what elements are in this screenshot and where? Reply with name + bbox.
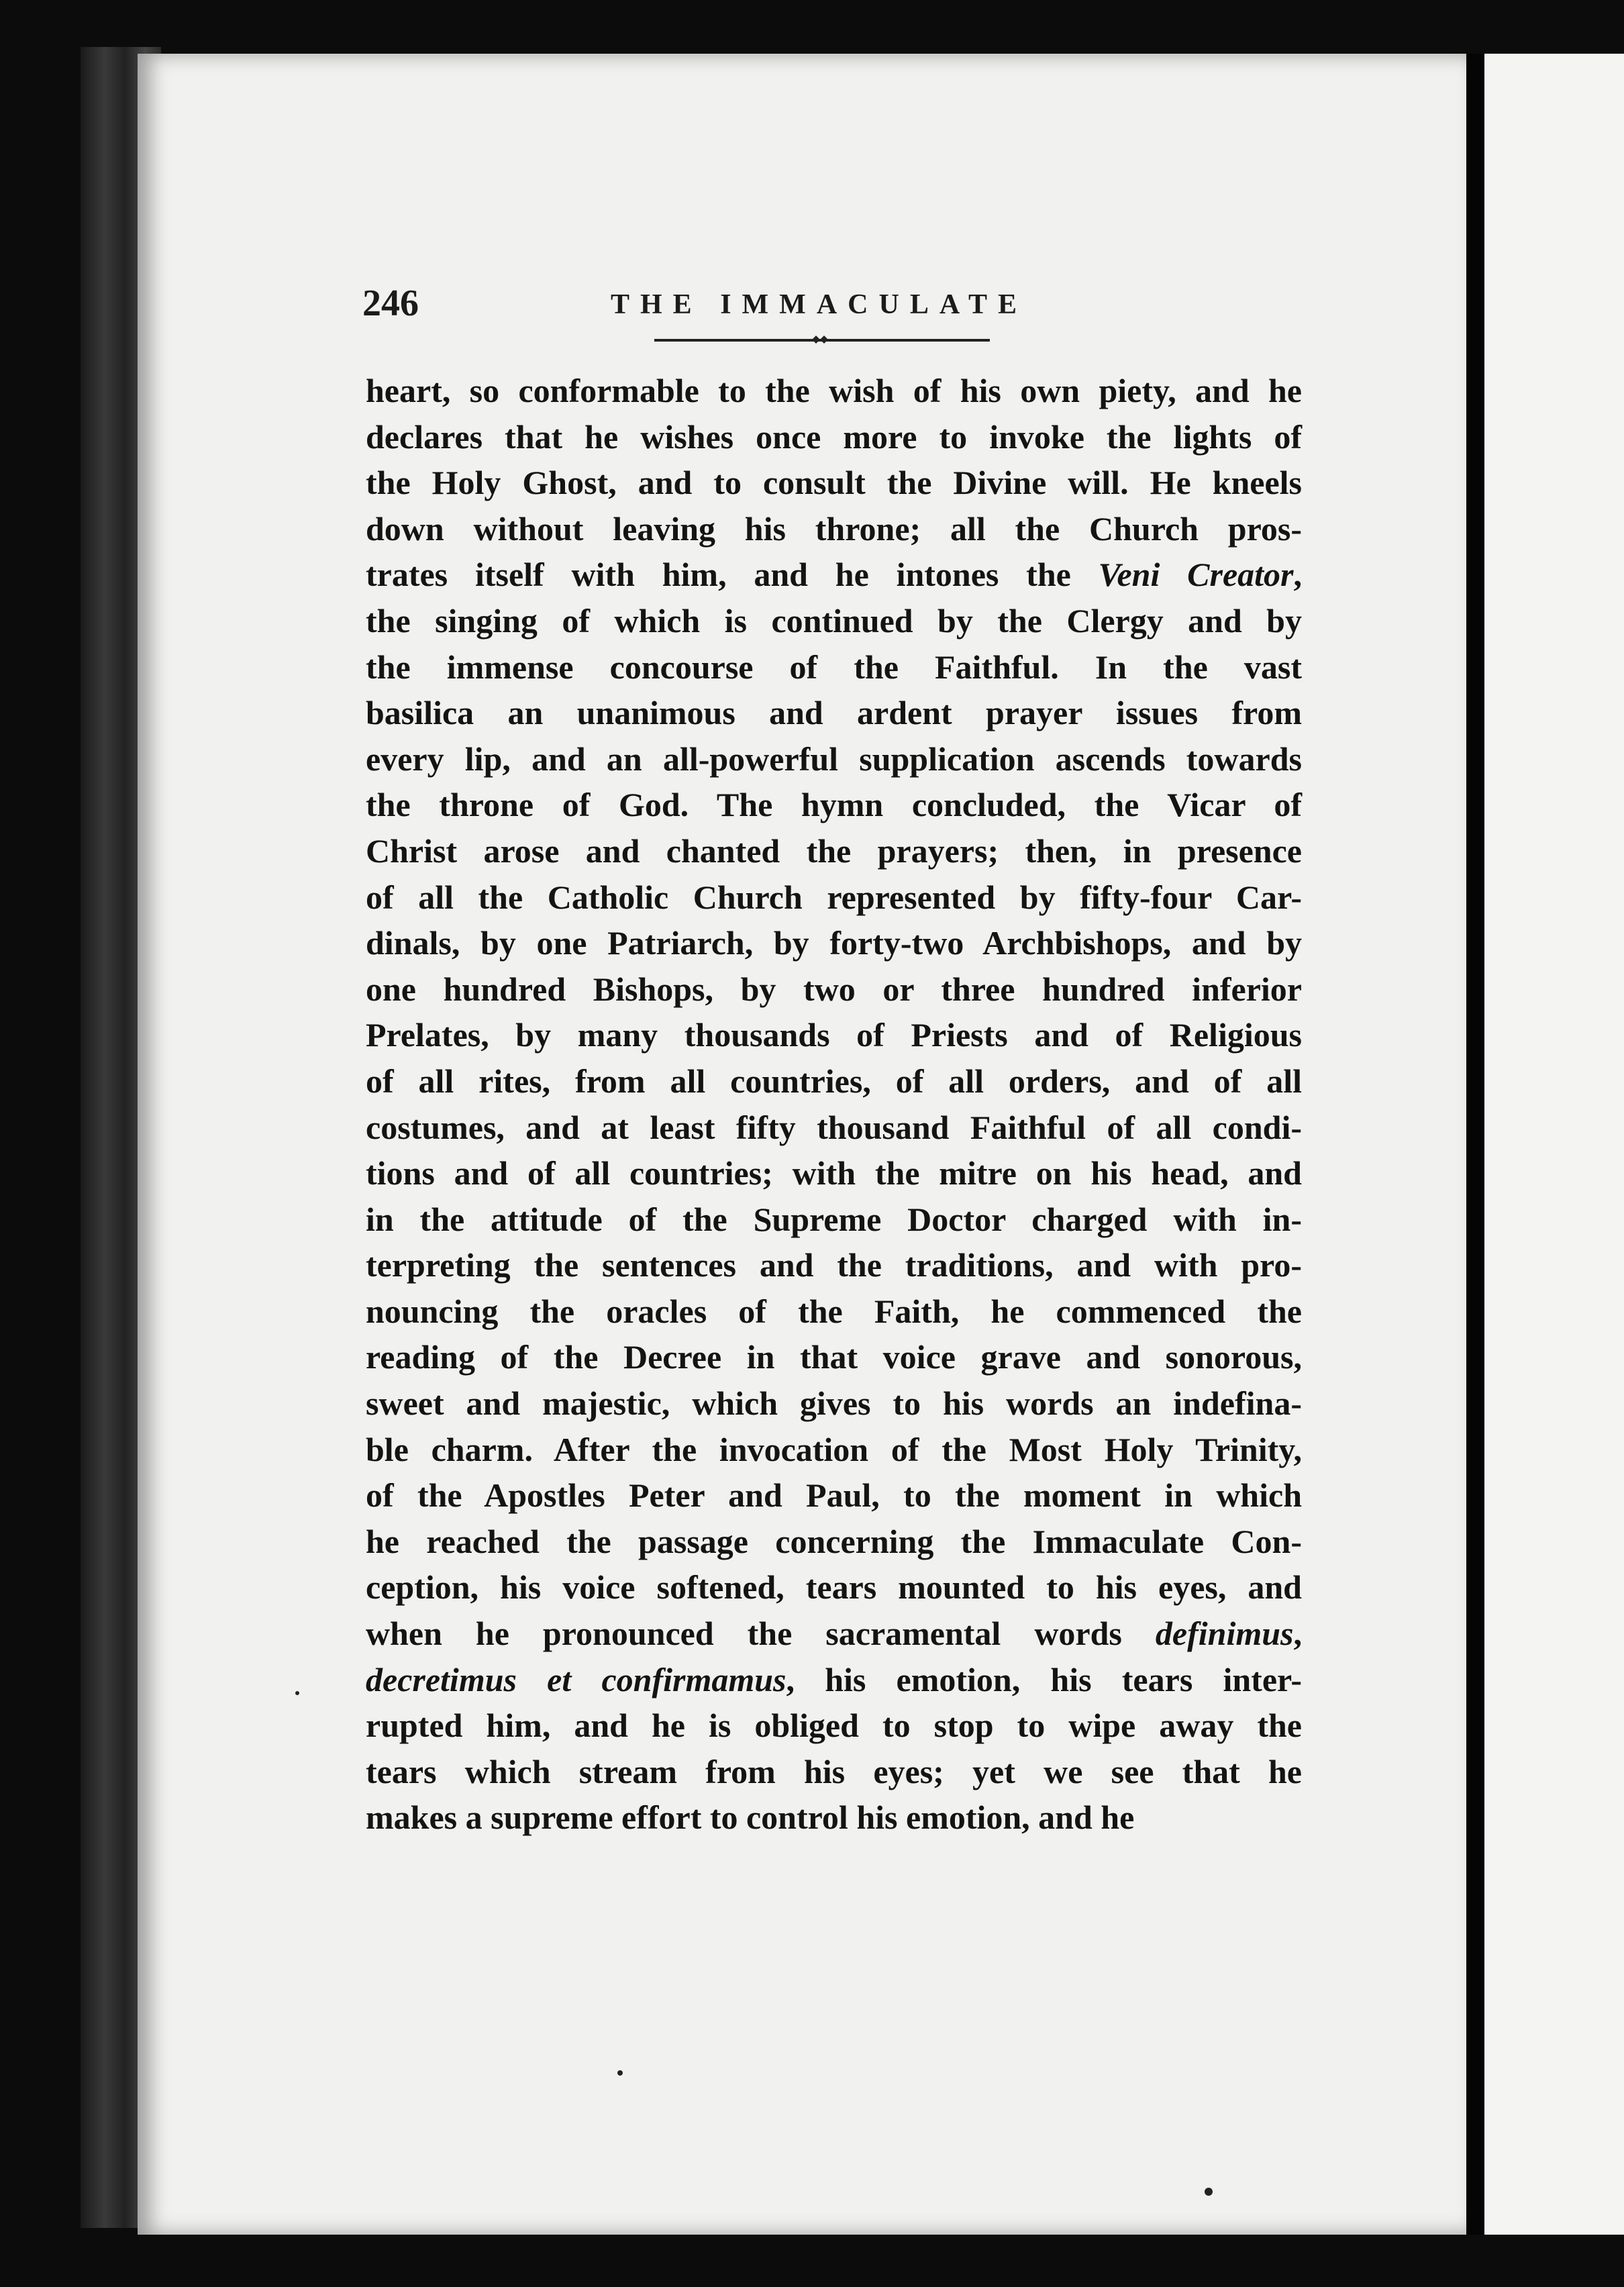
text-line: tions and of all countries; with the mitre on his head, and <box>366 1154 1302 1192</box>
text-line: costumes, and at least fifty thousand Faithful of all condi- <box>366 1108 1302 1146</box>
body-text <box>366 368 1302 1841</box>
text-line: down without leaving his throne; all the Church pros- <box>366 509 1302 548</box>
text-line: decretimus et confirmamus, his emotion, his tears inter- <box>366 1660 1303 1698</box>
text-line: tears which stream from his eyes; yet we see that he <box>366 1752 1302 1790</box>
text-line: the immense concourse of the Faithful. In the vast <box>366 648 1302 686</box>
text-line: trates itself with him, and he intones the Veni Creator, <box>366 556 1302 594</box>
text-line: basilica an unanimous and ardent prayer issues from <box>366 694 1302 732</box>
text-line: heart, so conformable to the wish of his own piety, and he <box>366 372 1302 409</box>
text-line: declares that he wishes once more to invoke the lights of <box>366 417 1302 456</box>
text-line: the throne of God. The hymn concluded, the Vicar of <box>366 786 1302 824</box>
text-line: every lip, and an all-powerful supplication ascends towards <box>366 740 1302 778</box>
text-line: the Holy Ghost, and to consult the Divine will. He kneels <box>366 464 1302 502</box>
text-line: he reached the passage concerning the Immaculate Con- <box>366 1522 1302 1560</box>
text-line: sweet and majestic, which gives to his words an indefina- <box>366 1384 1302 1423</box>
running-title: THE IMMACULATE <box>611 289 1028 320</box>
text-line: in the attitude of the Supreme Doctor charged with in- <box>366 1200 1302 1238</box>
book-gutter <box>1466 54 1484 2235</box>
facing-page <box>1484 54 1624 2235</box>
ink-speck <box>1205 2188 1213 2196</box>
ink-speck <box>295 1691 299 1695</box>
text-line: Prelates, by many thousands of Priests and of Religious <box>366 1016 1302 1054</box>
text-line: rupted him, and he is obliged to stop to wipe away the <box>366 1707 1302 1745</box>
rule-ornament-icon <box>812 334 828 346</box>
text-line: Christ arose and chanted the prayers; then, in presence <box>366 831 1302 870</box>
text-line: of all the Catholic Church represented by fifty-four Car- <box>366 878 1302 916</box>
page-header <box>362 282 1342 342</box>
text-line: one hundred Bishops, by two or three hundred inferior <box>366 970 1302 1008</box>
text-line: makes a supreme effort to control his emotion, and he <box>366 1798 1135 1837</box>
page-number: 246 <box>362 283 419 324</box>
text-line: the singing of which is continued by the Clergy and by <box>366 601 1302 640</box>
text-line: of all rites, from all countries, of all orders, and of all <box>366 1062 1302 1100</box>
text-line: nouncing the oracles of the Faith, he commenced the <box>366 1292 1302 1330</box>
text-line: of the Apostles Peter and Paul, to the moment in which <box>366 1476 1302 1515</box>
text-line: ble charm. After the invocation of the Most Holy Trinity, <box>366 1430 1302 1468</box>
text-line: dinals, by one Patriarch, by forty-two Archbishops, and by <box>366 924 1302 962</box>
ink-speck <box>617 2070 623 2076</box>
text-line: reading of the Decree in that voice grave and sonorous, <box>366 1338 1302 1376</box>
text-line: ception, his voice softened, tears mounted to his eyes, and <box>366 1568 1302 1607</box>
text-line: terpreting the sentences and the traditions, and with pro- <box>366 1246 1302 1284</box>
text-line: when he pronounced the sacramental words definimus, <box>366 1615 1302 1653</box>
